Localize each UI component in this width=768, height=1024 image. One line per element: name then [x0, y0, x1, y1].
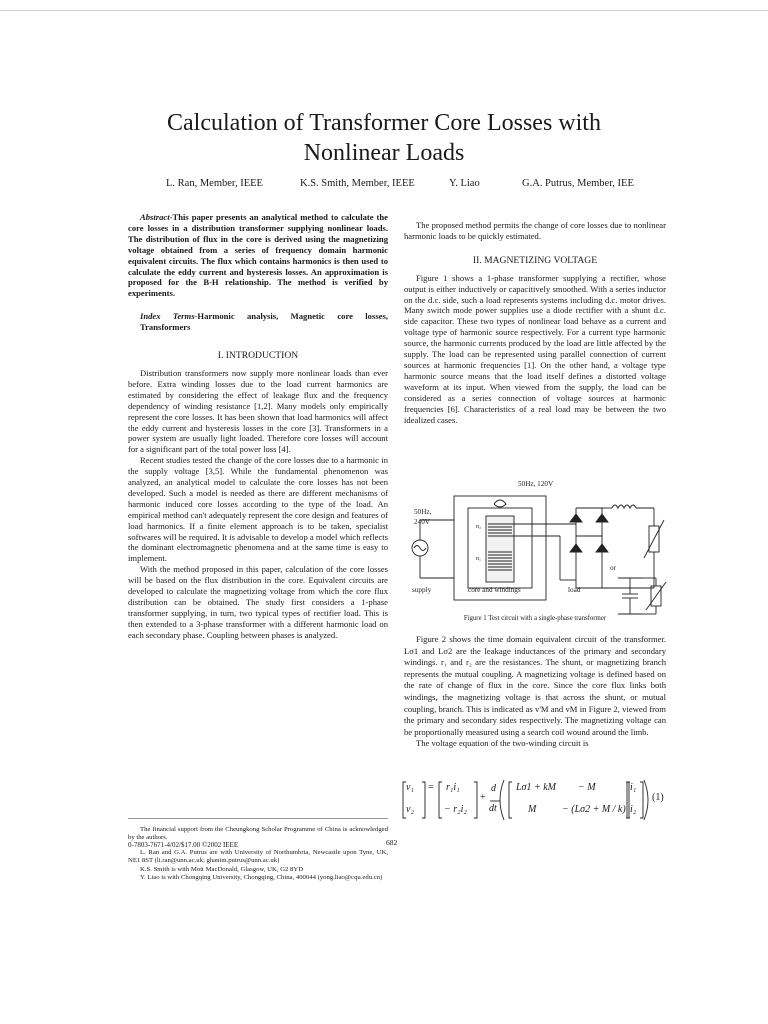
eq-m22: − (Lσ2 + M / k) — [562, 804, 626, 815]
core-label: core and windings — [468, 586, 521, 594]
eq-r1i1: r₁i₁ — [446, 782, 460, 793]
author-3: Y. Liao — [449, 178, 480, 189]
eq-v1: v₁ — [406, 782, 414, 793]
supply-label: supply — [412, 586, 432, 594]
eq-m21: M — [528, 804, 537, 815]
eq-r2i2: − r₂i₂ — [444, 804, 467, 815]
magnetizing-paragraph-3: The voltage equation of the two-winding circuit is — [416, 738, 589, 749]
paper-title — [100, 108, 668, 168]
intro-paragraph-3: With the method proposed in this paper, calculation of the core losses will be based on the flux distribution in the core. Equivalent circuits are developed to calculate the magnetizing voltage from which the core flux distribution can be obtained. The study first considers a 1-phase transformer supplying, in turn, two typical types of rectifier load. This is then extended to a 3-phase transformer with a different harmonic load on each secondary phase. Coupling between phases is analyzed. — [128, 564, 388, 640]
right-column-bottom — [404, 634, 666, 750]
eq-plus: + — [480, 792, 486, 803]
magnetizing-paragraph-2: Figure 2 shows the time domain equivalent circuit of the transformer. Lσ1 and Lσ2 are the leakage inductances of the primary and secondary windings. r₁ and r₂ are the resistances. The shunt, or magnetizing branch represents the mutual coupling. A magnetizing voltage is defined based on the rate of change of flux in the core. Since the core flux links both windings, the magnetizing voltage is that across the shunt, or mutual coupling, branch. This is indicated as v'M and vM in Figure 2, viewed from the primary and secondary sides respectively. The magnetizing voltage can be proportionally measured using a search coil wound around the limb. — [404, 634, 666, 737]
or-label: or — [610, 564, 616, 572]
figure-1-caption: Figure 1 Test circuit with a single-phase transformer — [463, 615, 607, 622]
right-column-top — [404, 220, 666, 425]
index-terms-label: Index Terms- — [140, 311, 198, 322]
inductor-symbol — [612, 505, 636, 508]
top-rule — [0, 10, 768, 11]
diode-bridge — [570, 508, 608, 588]
load-label: load — [568, 586, 581, 594]
n2-label: n₂ — [476, 524, 482, 530]
footnote-4: Y. Liao is with Chongqing University, Chongqing, China, 400044 (yong.liao@cqu.edu.cn) — [140, 874, 383, 882]
test-circuit-diagram — [408, 478, 670, 618]
section-2-heading: II. MAGNETIZING VOLTAGE — [472, 254, 598, 266]
ac-rating-label-2: 240V — [414, 518, 430, 526]
search-coil — [494, 500, 506, 507]
magnetizing-paragraph-1: Figure 1 shows a 1-phase transformer supplying a rectifier, whose output is either inductively or capacitively smoothed. With a series inductor on the d.c. side, such a load represents systems including d.c. motor drives. Many switch mode power supplies use a diode rectifier with a shunt d.c. side capacitor. These two types of nonlinear load behave as a current and voltage type of harmonic source respectively. For a current type harmonic source, the harmonic currents produced by the load are little affected by the supply. The load can be represented using parallel connection of current sources at harmonic frequencies [1]. On the other hand, a voltage type harmonic source means that the load itself defines a distorted voltage waveform at its input. When viewed from the supply, the load can be considered as a series connection of voltage sources at harmonic frequencies [6]. Characteristics of a real load may be between the two idealized cases. — [404, 272, 666, 425]
ac-rating-label-1: 50Hz, — [414, 508, 432, 516]
figure-1 — [408, 478, 670, 623]
eq-v2: v₂ — [406, 804, 414, 815]
footnote-3: K.S. Smith is with Mott MacDonald, Glasgow, UK, G2 8YD — [140, 865, 304, 873]
footnotes — [128, 826, 388, 882]
section-1-heading: I. INTRODUCTION — [217, 350, 299, 362]
eq-equals: = — [428, 782, 434, 793]
capacitor-load-alternative — [618, 578, 666, 614]
footnote-rule — [128, 818, 388, 819]
abstract-label: Abstract- — [140, 212, 173, 222]
author-2: K.S. Smith, Member, IEEE — [300, 178, 415, 189]
issn-line: 0-7803-7671-4/02/$17.00 ©2002 IEEE — [128, 841, 239, 849]
intro-paragraph-2: Recent studies tested the change of the core losses due to a harmonic in the supply voltage [3,5]. While the fundamental phenomenon was analyzed, an analytical model to calculate the core losses has not been developed. Such a model is needed as there are different mechanisms of harmonic induced core losses according to the type of the load. An empirical method can't adequately represent the core design and features of load harmonics. If a finite element approach is to be taken, specialist softwares will be required. It is advisable to develop a model which reflects the dominant electromagnetic phenomena and at the same time is easy to implement. — [128, 455, 388, 564]
eq-m11: Lσ1 + kM — [516, 782, 557, 793]
page-number: 682 — [386, 838, 398, 847]
author-4: G.A. Putrus, Member, IEE — [522, 178, 634, 189]
n1-label: n₁ — [476, 556, 482, 562]
index-terms — [128, 311, 388, 333]
sine-wave-icon — [414, 546, 426, 551]
right-paragraph-0: The proposed method permits the change of core losses due to nonlinear harmonic loads to be quickly estimated. — [404, 220, 666, 241]
index-terms-text: Harmonic analysis, Magnetic core losses, Transformers — [140, 311, 388, 333]
eq-m12: − M — [578, 782, 596, 793]
primary-winding — [488, 552, 512, 570]
eq-i2: i₂ — [630, 804, 637, 815]
dc-rating-label: 50Hz, 120V — [518, 480, 554, 488]
eq-i1: i₁ — [630, 782, 637, 793]
left-column — [128, 212, 388, 641]
intro-paragraph-1: Distribution transformers now supply more nonlinear loads than ever before. Extra winding losses due to the load current harmonics are estimated by considering the effect of leakage flux and the frequency dependency of winding resistance [1,2]. Many models only empirically represent the core losses. It has been shown that load harmonics will affect the eddy current and hysteresis losses in the core [3]. Transformers in a power system are usually light loaded. Therefore core losses will account for a significant part of the total power loss [4]. — [128, 367, 388, 455]
author-1: L. Ran, Member, IEEE — [166, 178, 263, 189]
equation-number: (1) — [652, 792, 664, 803]
footnote-2: L. Ran and G.A. Putrus are with University of Northumbria, Newcastle upon Tyne, UK, NE1 8ST (li.ran@unn.ac.uk; ghanim.putrus@unn.ac.uk) — [128, 848, 388, 865]
title-line-2: Nonlinear Loads — [303, 140, 465, 166]
eq-d: d — [491, 783, 496, 794]
title-line-1: Calculation of Transformer Core Losses with — [167, 110, 601, 136]
abstract — [128, 212, 388, 299]
eq-dt: dt — [489, 803, 497, 814]
footnote-1: The financial support from the Cheungkong Scholar Programme of China is acknowledged by the authors. — [128, 826, 388, 842]
abstract-text: This paper presents an analytical method to calculate the core losses in a distribution transformer supplying nonlinear loads. The distribution of flux in the core is derived using the magnetizing voltage obtained from a series of frequency domain harmonic equivalent circuits. The flux which contains harmonics is then used to calculate the eddy current and hysteresis losses. An approximation is proposed for the B-H relationship. The method is verified by experiments. — [128, 212, 388, 299]
